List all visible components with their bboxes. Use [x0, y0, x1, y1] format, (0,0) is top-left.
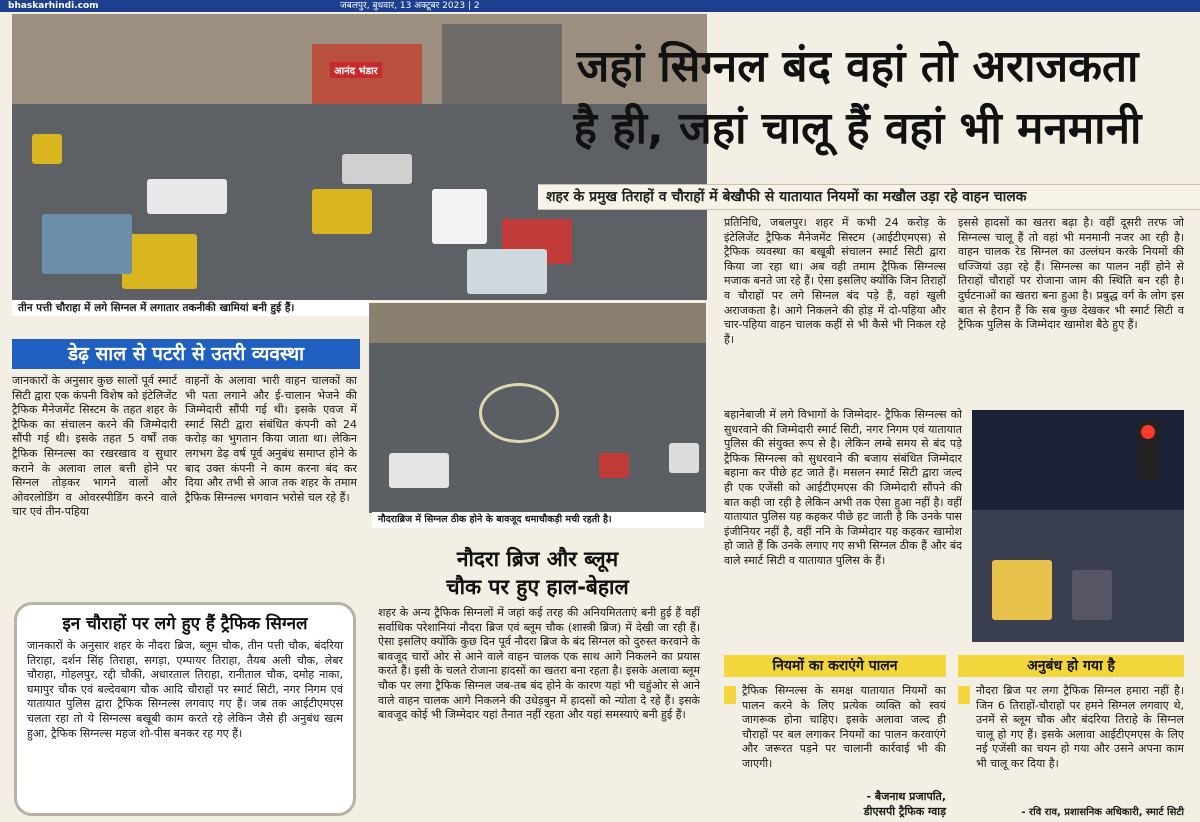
quote-left-signature-name: - बैजनाथ प्रजापति, — [866, 790, 946, 803]
photo-caption-top: तीन पत्ती चौराहा में लगे सिग्नल में लगातार तकनीकी खामियां बनी हुई हैं। — [12, 300, 371, 316]
section-band-left: डेढ़ साल से पटरी से उतरी व्यवस्था — [12, 339, 360, 369]
photo-caption-middle: नौदराब्रिज में सिग्नल ठीक होने के बावजूद धमाचौकड़ी मची रहती है। — [372, 512, 704, 528]
middle-section-body: शहर के अन्य ट्रैफिक सिग्नलों में जहां कई तरह की अनियमितताएं बनी हुई हैं वहीं सर्वाधिक परेशानियां नौदरा ब्रिज एवं ब्लूम चौक (शास्त्री ब्रिज) में देखी जा रही हैं। ऐसा इसलिए क्योंकि कुछ दिन पूर्व नौदरा ब्रिज के बंद सिग्नल को दुरुस्त करवाने के बावजूद चारों ओर से आने वाले वाहन चालक एक साथ आगे निकलने का प्रयास करते हैं। इसी के चलते रोजाना हादसों का खतरा बना रहता है। इसके अलावा ब्लूम चौक पर लगा ट्रैफिक सिग्नल जब-तब बंद होने के कारण यहां भी चहुंओर से आने वाले वाहन चालक आगे निकलने की उधेड़बुन में हादसों को न्योता दे रहे हैं। इसके बावजूद कोई भी जिम्मेदार यहां तैनात नहीं रहता और यहां समस्याएं बनी हुई हैं। — [378, 606, 700, 722]
article-intro-col1: प्रतिनिधि, जबलपुर। शहर में कभी 24 करोड़ के इंटेलिजेंट ट्रैफिक मैनेजमेंट सिस्टम (आईटीएमएस) से ट्रैफिक व्यवस्था का बखूबी संचालन स्मार्ट सिटी द्वारा किया जा रहा था। अब वही तमाम ट्रैफिक सिग्नल्स मजाक बनते जा रहे हैं। ऐसा इसलिए क्योंकि जिन तिराहों व चौराहों पर लगे सिग्नल बंद पड़े हैं, वहां खुली अराजकता है। आगे निकलने की होड़ में दो-पहिया और चार-पहिया वाहन चालक कहीं से भी कैसे भी निकल रहे हैं। — [724, 216, 946, 346]
quote-right-mark — [958, 686, 970, 704]
middle-section-title-1: नौदरा ब्रिज और ब्लूम — [456, 547, 619, 571]
masthead-strip — [0, 0, 1200, 12]
left-col2: वाहनों के अलावा भारी वाहन चालकों का भी पता लगाने और ई-चालान भेजने की जिम्मेदारी सौंपी गई थी। इसके एवज में स्मार्ट सिटी द्वारा संबंधित कंपनी को 24 करोड़ का भुगतान किया जाता था। लेकिन लगभग डेढ़ वर्ष पूर्व अनुबंध समाप्त होने के बाद उक्त कंपनी ने काम करना बंद कर दिया और तभी से आज तक शहर के तमाम ट्रैफिक सिग्नल्स भगवान भरोसे चल रहे हैं। — [185, 374, 357, 504]
headline-line1: जहां सिग्नल बंद वहां तो अराजकता — [576, 41, 1139, 92]
signal-locations-body: जानकारों के अनुसार शहर के नौदरा ब्रिज, ब्लूम चौक, तीन पत्ती चौक, बंदरिया तिराहा, दर्शन सिंह तिराहा, सगड़ा, एम्पायर तिराहा, तैयब अली चौक, लेबर चौराहा, गोहलपुर, रद्दी चौकी, अधारताल तिराहा, रानीताल चौक, दमोह नाका, घमापुर चौक एवं बल्देवबाग चौक आदि चौराहों पर स्मार्ट सिटी, नगर निगम एवं यातायात पुलिस द्वारा ट्रैफिक सिग्नल्स लगवाए गए हैं। जब तक आईटीएमएस चलता रहा तो ये सिग्नल्स बखूबी काम करते रहे लेकिन जैसे ही अनुबंध खत्म हुआ, ट्रैफिक सिग्नल्स महज शो-पीस बनकर रह गए हैं। — [27, 639, 343, 740]
middle-section-title-2: चौक पर हुए हाल-बेहाल — [446, 575, 629, 599]
headline-line2: है ही, जहां चालू हैं वहां भी मनमानी — [573, 103, 1142, 154]
quote-left-mark — [724, 686, 736, 704]
subheadline: शहर के प्रमुख तिराहों व चौराहों में बेखौफी से यातायात नियमों का मखौल उड़ा रहे वाहन चालक — [538, 184, 1200, 210]
shop-sign: आनंद भंडार — [330, 62, 382, 78]
departments-body: बहानेबाजी में लगे विभागों के जिम्मेदार- ट्रैफिक सिग्नल्स को सुधरवाने की जिम्मेदारी स्मार्ट सिटी, नगर निगम एवं यातायात पुलिस की संयुक्त रूप से है। लेकिन लम्बे समय से बंद पड़े ट्रैफिक सिग्नल्स को सुधरवाने की बजाय संबंधित जिम्मेदार बहाना कर पीछे हट जाते हैं। मसलन स्मार्ट सिटी द्वारा जल्द ही एक एजेंसी को आईटीएमएस की जिम्मेदारी सौंपने की बात कही जा रही है लेकिन अभी तक ऐसा हुआ नहीं है। वहीं यातायात पुलिस यह कहकर पीछे हट जाती है कि उनके पास इंजीनियर नहीं है, वहीं ननि के जिम्मेदार यह कहकर खामोश हो जाते हैं कि उनके लगाए गए सभी सिग्नल ठीक हैं और बंद वाले स्मार्ट सिटी व यातायात पुलिस के हैं। — [724, 408, 962, 567]
article-intro-col2: इससे हादसों का खतरा बढ़ा है। वहीं दूसरी तरफ जो सिग्नल्स चालू हैं तो वहां भी मनमानी नजर आ रही है। वाहन चालक रेड सिग्नल का उल्लंघन करके नियमों की धज्जियां उड़ा रहे हैं। सिग्नल्स का पालन नहीं होने से तिराहों चौराहों पर रोजाना जाम की स्थिति बन रही है। दुर्घटनाओं का खतरा बना हुआ है। प्रबुद्ध वर्ग के लोग इस बात से हैरान हैं कि सब कुछ देखकर भी स्मार्ट सिटी व ट्रैफिक पुलिस के जिम्मेदार खामोश बैठे हुए हैं। — [958, 216, 1184, 332]
photo-night-signal — [972, 410, 1184, 642]
dateline: जबलपुर, बुधवार, 13 अक्टूबर 2023 | 2 — [340, 1, 480, 11]
left-col1: जानकारों के अनुसार कुछ सालों पूर्व स्मार्ट सिटी द्वारा एक कंपनी विशेष को इंटेलिजेंट ट्रैफिक मैनेजमेंट सिस्टम के तहत शहर के ट्रैफिक का संचालन करने की जिम्मेदारी सौंपी गई थी। इसके तहत 5 वर्षों तक ट्रैफिक सिग्नल्स का रखरखाव व सुधार कराने के अलावा लाल बत्ती होने पर सिग्नल तोड़कर भागने वालों और ओवरलोडिंग व ओवरस्पीडिंग करने वाले चार एवं तीन-पहिया — [12, 374, 177, 519]
signal-locations-box — [14, 602, 356, 816]
quote-left-label: नियमों का कराएंगे पालन — [724, 655, 946, 677]
signal-locations-title: इन चौराहों पर लगे हुए हैं ट्रैफिक सिग्नल — [62, 614, 308, 634]
quote-right-signature: - रवि राव, प्रशासनिक अधिकारी, स्मार्ट सिटी — [1021, 807, 1184, 818]
quote-right-body: नौदरा ब्रिज पर लगा ट्रैफिक सिग्नल हमारा नहीं है। जिन 6 तिराहों-चौराहों पर हमने सिग्नल लगवाए थे, उनमें से ब्लूम चौक और बंदरिया तिराहे के सिग्नल चालू हो गए हैं। इसके अलावा आईटीएमएस के लिए नई एजेंसी का चयन हो गया और उसने अपना काम भी चालू कर दिया है। — [976, 684, 1184, 770]
quote-right-label: अनुबंध हो गया है — [958, 655, 1184, 677]
quote-left-signature-title: डीएसपी ट्रैफिक ग्वाड़ — [863, 805, 946, 818]
quote-left-body: ट्रैफिक सिग्नल्स के समक्ष यातायात नियमों का पालन करने के लिए प्रत्येक व्यक्ति को स्वयं जागरूक होना चाहिए। इसके अलावा जल्द ही चौराहों पर बल लगाकर नियमों का पालन करवाएंगे और जरूरत पड़ने पर चालानी कार्रवाई भी की जाएगी। — [742, 684, 946, 770]
photo-naudra-bridge — [369, 303, 706, 513]
site-name: bhaskarhindi.com — [8, 1, 99, 11]
